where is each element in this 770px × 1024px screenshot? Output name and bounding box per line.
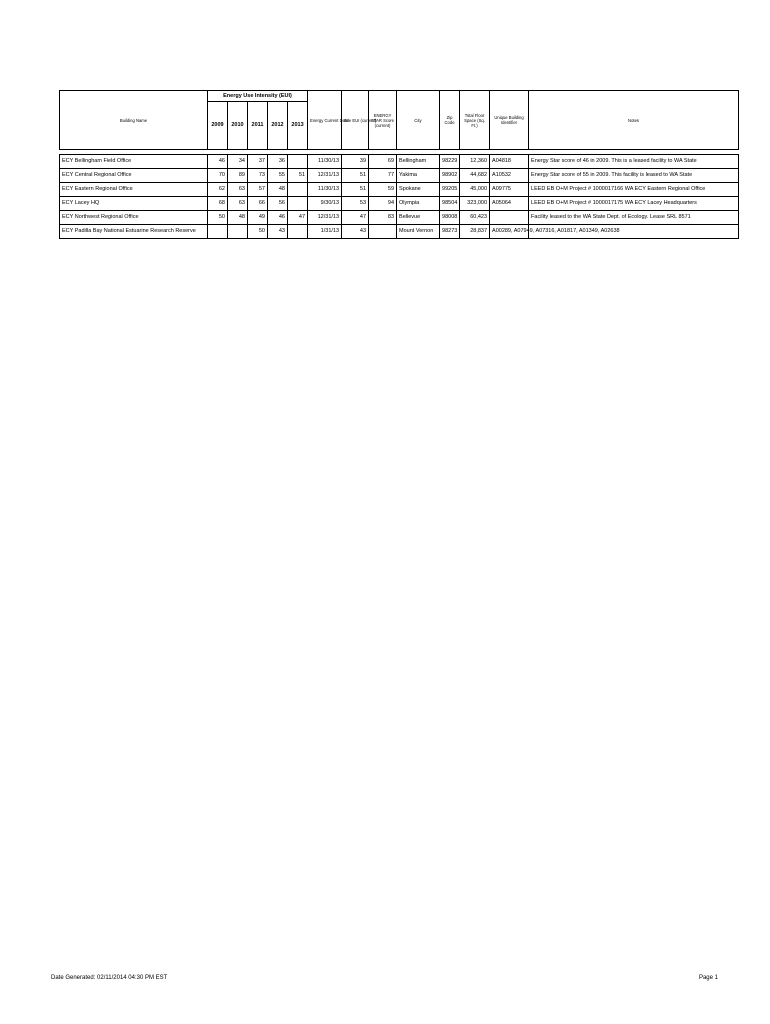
cell-energy-star: 69 — [369, 155, 397, 169]
cell-building-name: ECY Bellingham Field Office — [60, 155, 208, 169]
cell-eui-2012: 46 — [268, 211, 288, 225]
cell-building-name: ECY Central Regional Office — [60, 169, 208, 183]
cell-eui-2013 — [288, 183, 308, 197]
cell-eui-2012: 55 — [268, 169, 288, 183]
cell-eui-2009: 68 — [208, 197, 228, 211]
cell-energy-star: 59 — [369, 183, 397, 197]
table-row — [60, 225, 739, 239]
cell-notes: Facility leased to the WA State Dept. of Ecology. Lease SRL 8571 — [529, 211, 739, 225]
col-energy-current-date: Energy Current Date — [308, 91, 342, 150]
cell-date: 9/30/13 — [308, 197, 342, 211]
cell-eui-2012: 36 — [268, 155, 288, 169]
cell-eui-2011: 49 — [248, 211, 268, 225]
cell-city: Yakima — [397, 169, 440, 183]
date-generated: Date Generated: 02/11/2014 04:30 PM EST — [51, 975, 168, 981]
cell-eui-2011: 73 — [248, 169, 268, 183]
col-zip: Zip Code — [440, 91, 460, 150]
table-row — [60, 197, 739, 211]
cell-eui-2013: 47 — [288, 211, 308, 225]
cell-eui-2010: 34 — [228, 155, 248, 169]
cell-building-name: ECY Padilla Bay National Estuarine Research Reserve — [60, 225, 208, 239]
cell-date: 12/31/13 — [308, 211, 342, 225]
table-row — [60, 155, 739, 169]
cell-notes: Energy Star score of 55 in 2009. This facility is leased to WA State — [529, 169, 739, 183]
cell-city: Mount Vernon — [397, 225, 440, 239]
col-building-name: Building Name — [60, 91, 208, 150]
page-number: Page 1 — [698, 975, 718, 981]
cell-eui-2011: 66 — [248, 197, 268, 211]
cell-zip: 99205 — [440, 183, 460, 197]
cell-zip: 98273 — [440, 225, 460, 239]
cell-date: 12/31/13 — [308, 169, 342, 183]
cell-eui-2009: 46 — [208, 155, 228, 169]
cell-building-id: A09775 — [490, 183, 529, 197]
cell-building-id: A00289, A07949, A07316, A01817, A01349, A02638 — [490, 225, 529, 239]
table-header — [60, 91, 739, 150]
table-row — [60, 169, 739, 183]
cell-site-eui: 51 — [342, 183, 369, 197]
cell-date: 11/30/13 — [308, 155, 342, 169]
cell-floor-space: 44,682 — [460, 169, 490, 183]
cell-site-eui: 39 — [342, 155, 369, 169]
cell-eui-2009: 62 — [208, 183, 228, 197]
cell-energy-star: 83 — [369, 211, 397, 225]
cell-energy-star — [369, 225, 397, 239]
cell-eui-2012: 43 — [268, 225, 288, 239]
cell-eui-2009: 70 — [208, 169, 228, 183]
col-floor-space: Total Floor Space (Sq. Ft.) — [460, 91, 490, 150]
cell-site-eui: 53 — [342, 197, 369, 211]
cell-floor-space: 28,837 — [460, 225, 490, 239]
cell-site-eui: 51 — [342, 169, 369, 183]
cell-notes: Energy Star score of 46 in 2009. This is a leased facility to WA State — [529, 155, 739, 169]
cell-eui-2013: 51 — [288, 169, 308, 183]
col-year-2009: 2009 — [208, 102, 228, 150]
col-year-2010: 2010 — [228, 102, 248, 150]
cell-floor-space: 45,000 — [460, 183, 490, 197]
cell-eui-2011: 50 — [248, 225, 268, 239]
table-row — [60, 183, 739, 197]
cell-building-name: ECY Eastern Regional Office — [60, 183, 208, 197]
cell-eui-2010: 48 — [228, 211, 248, 225]
col-site-eui: Site EUI (current) — [342, 91, 369, 150]
cell-eui-2013 — [288, 225, 308, 239]
cell-city: Olympia — [397, 197, 440, 211]
cell-eui-2013 — [288, 197, 308, 211]
cell-building-id — [490, 211, 529, 225]
cell-city: Bellevue — [397, 211, 440, 225]
cell-notes: LEED EB O+M Project # 1000017166 WA ECY Eastern Regional Office — [529, 183, 739, 197]
cell-zip: 98902 — [440, 169, 460, 183]
cell-zip: 98008 — [440, 211, 460, 225]
cell-city: Spokane — [397, 183, 440, 197]
col-energy-star: ENERGY STAR Score (current) — [369, 91, 397, 150]
col-notes: Notes — [529, 91, 739, 150]
col-year-2011: 2011 — [248, 102, 268, 150]
cell-notes: LEED EB O+M Project # 1000017175 WA ECY Lacey Headquarters — [529, 197, 739, 211]
cell-eui-2013 — [288, 155, 308, 169]
cell-eui-2011: 57 — [248, 183, 268, 197]
cell-eui-2009: 50 — [208, 211, 228, 225]
cell-eui-2010: 89 — [228, 169, 248, 183]
cell-zip: 98504 — [440, 197, 460, 211]
cell-zip: 98229 — [440, 155, 460, 169]
cell-date: 1/31/13 — [308, 225, 342, 239]
cell-building-id: A05064 — [490, 197, 529, 211]
cell-energy-star: 77 — [369, 169, 397, 183]
cell-building-id: A04818 — [490, 155, 529, 169]
cell-floor-space: 60,423 — [460, 211, 490, 225]
report-sheet — [59, 90, 738, 239]
col-year-2013: 2013 — [288, 102, 308, 150]
cell-eui-2010: 63 — [228, 197, 248, 211]
cell-site-eui: 43 — [342, 225, 369, 239]
cell-building-name: ECY Northwest Regional Office — [60, 211, 208, 225]
cell-eui-2010: 63 — [228, 183, 248, 197]
cell-date: 11/30/13 — [308, 183, 342, 197]
cell-energy-star: 94 — [369, 197, 397, 211]
cell-site-eui: 47 — [342, 211, 369, 225]
cell-floor-space: 12,360 — [460, 155, 490, 169]
col-year-2012: 2012 — [268, 102, 288, 150]
cell-eui-2012: 48 — [268, 183, 288, 197]
cell-building-name: ECY Lacey HQ — [60, 197, 208, 211]
cell-building-id: A10532 — [490, 169, 529, 183]
cell-eui-2012: 56 — [268, 197, 288, 211]
cell-city: Bellingham — [397, 155, 440, 169]
cell-floor-space: 323,000 — [460, 197, 490, 211]
cell-eui-2010 — [228, 225, 248, 239]
building-energy-table — [59, 90, 739, 239]
col-eui-group: Energy Use Intensity (EUI) — [208, 91, 308, 102]
cell-eui-2009 — [208, 225, 228, 239]
cell-eui-2011: 37 — [248, 155, 268, 169]
table-row — [60, 211, 739, 225]
col-city: City — [397, 91, 440, 150]
col-building-id: Unique Building Identifier — [490, 91, 529, 150]
